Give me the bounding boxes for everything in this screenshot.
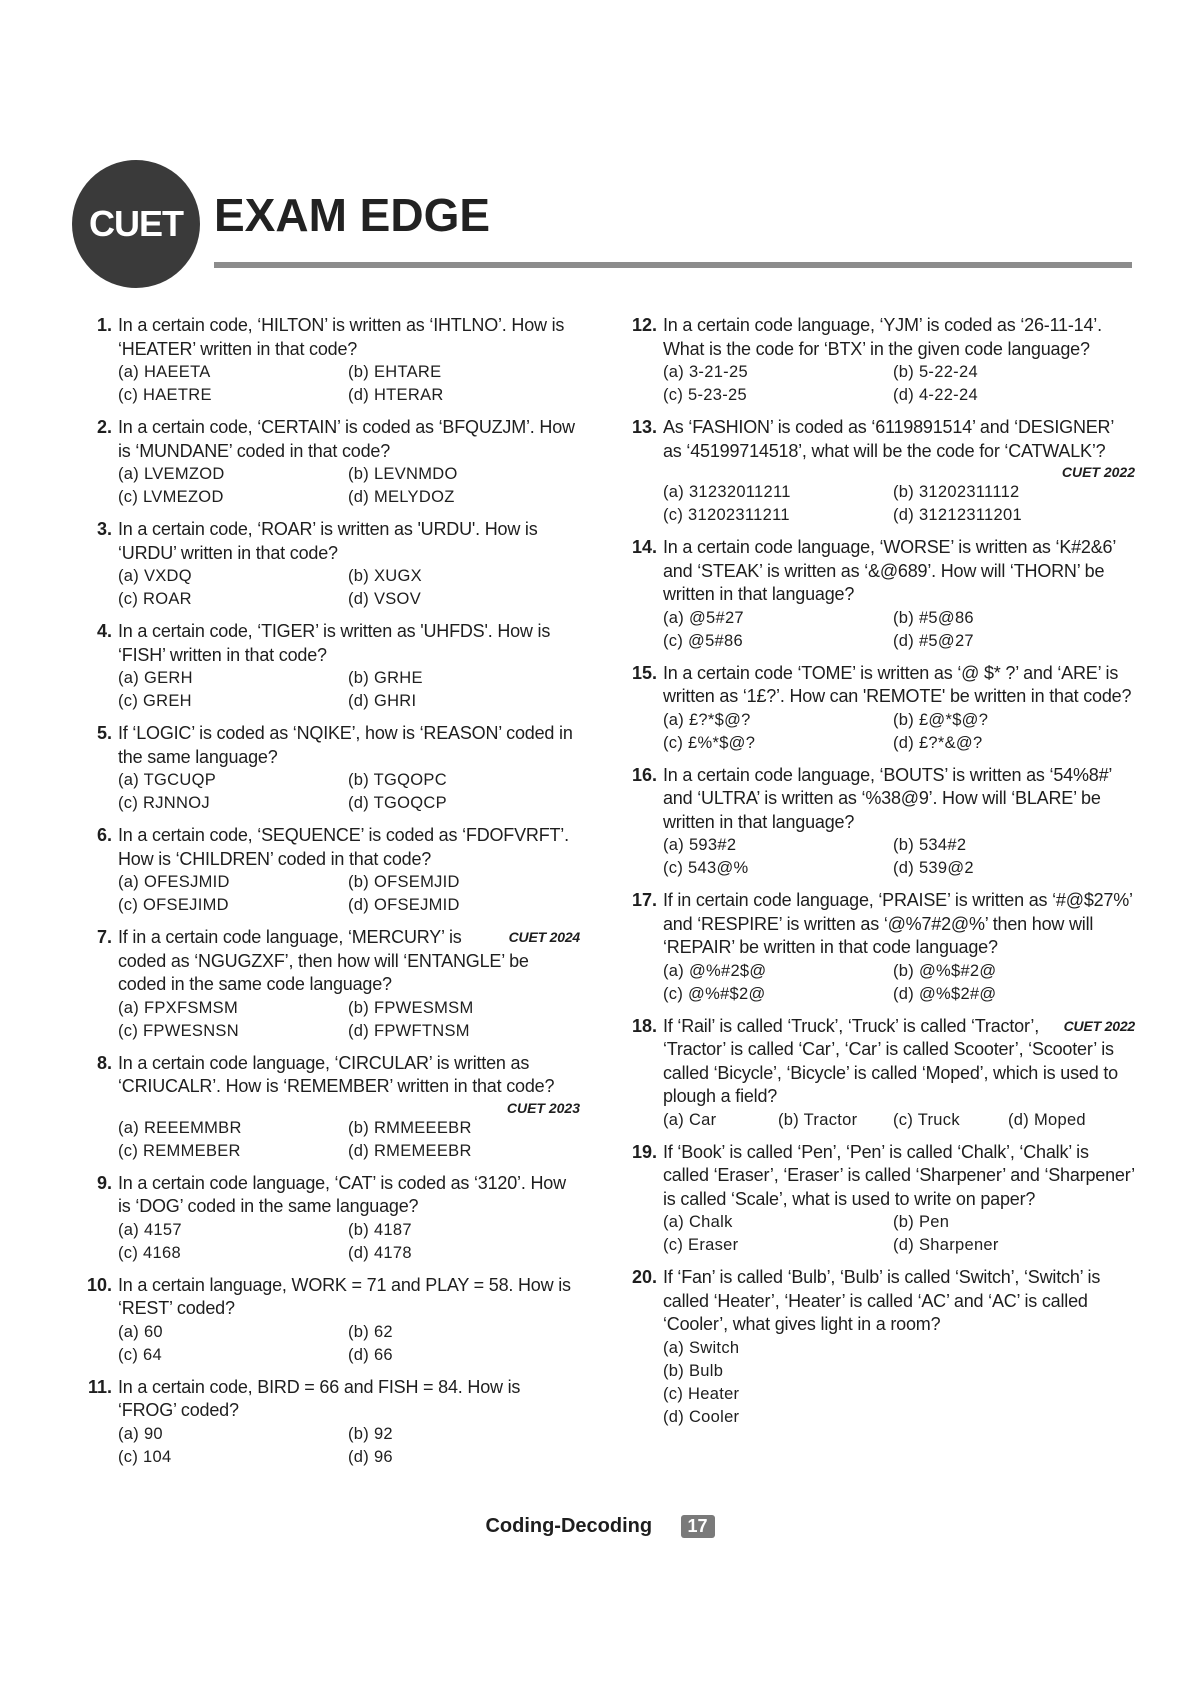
question-text: If in certain code language, ‘PRAISE’ is written as ‘#@$27%’ and ‘RESPIRE’ is written as ‘@%7#2@%’ then how will ‘REPAIR’ be written in that code language? [663,890,1133,957]
question-text: If in a certain code language, ‘MERCURY’ is coded as ‘NGUGZXF’, then how will ‘ENTANGLE’ be coded in the same code language? [118,927,529,994]
answer-option: (d) Sharpener [893,1236,999,1254]
question-text: In a certain code, BIRD = 66 and FISH = 84. How is ‘FROG’ coded? [118,1376,521,1420]
answer-option: (c) 104 [118,1447,172,1466]
question-text-block [118,1274,580,1321]
answer-option: (c) £%*$@? [663,733,756,752]
question-item [625,536,1135,653]
answer-option: (b) 534#2 [893,836,967,854]
right-column [625,314,1135,1438]
answer-option: (a) 3-21-25 [663,363,748,381]
answer-option: (a) Chalk [663,1213,733,1231]
question-text-block [118,1172,580,1219]
question-text-block [663,1266,1135,1337]
answer-option: (a) Switch [663,1338,740,1357]
question-number: 10. [86,1274,112,1295]
options-grid [663,960,1135,1006]
answer-option: (c) FPWESNSN [118,1021,239,1040]
exam-tag: CUET 2022 [1061,464,1135,480]
question-text-block [118,314,580,361]
answer-option: (c) 31202311211 [663,506,790,524]
answer-option: (b) RMMEEEBR [348,1118,472,1137]
question-text-block [118,722,580,769]
answer-option: (d) VSOV [348,590,422,608]
question-text: In a certain code language, ‘BOUTS’ is written as ‘54%8#’ and ‘ULTRA’ is written as ‘%38@9’. How will ‘BLARE’ be written in that language? [663,764,1112,832]
exam-tag: CUET 2024 [508,929,580,945]
answer-option: (c) REMMEBER [118,1141,241,1160]
question-item [80,824,580,917]
question-text: If ‘Book’ is called ‘Pen’, ‘Pen’ is called ‘Chalk’, ‘Chalk’ is called ‘Eraser’, ‘Eraser’ is called ‘Sharpener’ and ‘Sharpener’ is called ‘Scale’, what is used to write on paper? [663,1141,1135,1209]
question-text: In a certain code ‘TOME’ is written as ‘@ $* ?’ and ‘ARE’ is written as ‘1£?’. How can 'REMOTE' be written in that code? [663,662,1132,706]
exam-tag: CUET 2022 [1063,1017,1135,1034]
question-text: If ‘Fan’ is called ‘Bulb’, ‘Bulb’ is called ‘Switch’, ‘Switch’ is called ‘Heater’, ‘Heater’ is called ‘AC’ and ‘AC’ is called ‘Cooler’, what gives light in a room? [663,1267,1101,1334]
question-number: 13. [631,417,657,437]
answer-option: (c) GREH [118,692,192,710]
question-text: In a certain code, ‘HILTON’ is written as ‘IHTLNO’. How is ‘HEATER’ written in that code? [118,315,565,359]
options-grid [663,361,1135,407]
answer-option: (b) 5-22-24 [893,363,978,381]
question-text-block [663,1015,1135,1109]
question-text: In a certain code language, ‘WORSE’ is written as ‘K#2&6’ and ‘STEAK’ is written as ‘&@689’. How will ‘THORN’ be written in that language? [663,537,1116,604]
answer-option: (a) £?*$@? [663,710,751,729]
answer-option: (b) Tractor [778,1110,858,1129]
answer-option: (a) LVEMZOD [118,465,225,483]
answer-option: (a) GERH [118,669,193,687]
answer-option: (d) 539@2 [893,859,974,877]
options-grid [663,834,1135,880]
answer-option: (b) 31202311112 [893,483,1020,501]
answer-option: (c) LVMEZOD [118,488,224,506]
question-text-block [663,536,1135,607]
answer-option: (b) Bulb [663,1361,724,1380]
answer-option: (c) 543@% [663,859,749,877]
question-text: In a certain code, ‘TIGER’ is written as 'UHFDS'. How is ‘FISH’ written in that code? [118,621,551,665]
answer-option: (d) MELYDOZ [348,488,455,506]
answer-option: (d) OFSEJMID [348,896,460,914]
answer-option: (a) VXDQ [118,567,192,585]
question-item [80,1172,580,1265]
question-number: 15. [631,662,657,683]
question-number: 17. [631,890,657,910]
answer-option: (a) 4157 [118,1220,182,1239]
page-number: 17 [681,1515,715,1538]
answer-option: (d) RMEMEEBR [348,1141,472,1160]
question-text-block [663,314,1135,361]
question-text: If ‘LOGIC’ is coded as ‘NQIKE’, how is ‘REASON’ coded in the same language? [118,723,573,767]
header-divider [214,262,1132,268]
question-text: As ‘FASHION’ is coded as ‘6119891514’ and ‘DESIGNER’ as ‘45199714518’, what will be the code for ‘CATWALK’? [663,417,1114,461]
question-text: In a certain code language, ‘YJM’ is coded as ‘26-11-14’. What is the code for ‘BTX’ in the given code language? [663,315,1102,359]
question-number: 3. [96,519,112,539]
section-header [72,160,1132,290]
answer-option: (b) 92 [348,1424,393,1443]
question-text-block [663,416,1135,463]
question-item [625,889,1135,1006]
question-number: 16. [631,764,657,785]
answer-option: (d) Moped [1008,1110,1086,1129]
question-text-block [118,1376,580,1423]
cuet-badge: CUET [72,160,200,288]
answer-option: (c) HAETRE [118,386,212,404]
answer-option: (c) RJNNOJ [118,794,210,812]
answer-option: (a) @5#27 [663,608,744,627]
answer-option: (d) @%$2#@ [893,984,997,1003]
question-item [625,416,1135,527]
options-grid [118,1219,580,1265]
question-text: In a certain code language, ‘CIRCULAR’ is written as ‘CRIUCALR’. How is ‘REMEMBER’ written in that code? [118,1052,555,1096]
answer-option: (d) Cooler [663,1407,740,1426]
question-number: 8. [96,1052,112,1073]
options-grid [118,463,580,509]
answer-option: (b) FPWESMSM [348,998,474,1017]
question-text-block [118,1052,580,1099]
options-grid [118,769,580,815]
answer-option: (a) 90 [118,1424,163,1443]
answer-option: (a) HAEETA [118,363,211,381]
answer-option: (c) Eraser [663,1236,739,1254]
question-number: 6. [96,825,112,845]
question-item [625,1141,1135,1258]
answer-option: (a) TGCUQP [118,771,217,789]
answer-option: (b) Pen [893,1213,950,1231]
question-text-block [663,662,1135,709]
question-item [80,518,580,611]
question-item [625,764,1135,881]
question-text-block [118,824,580,871]
options-grid [663,1337,1135,1429]
options-grid [118,1423,580,1469]
question-number: 7. [96,927,112,947]
question-text: In a certain code, ‘ROAR’ is written as 'URDU'. How is ‘URDU’ written in that code? [118,519,538,563]
answer-option: (c) @%#$2@ [663,984,766,1003]
answer-option: (d) GHRI [348,692,417,710]
answer-option: (c) ROAR [118,590,192,608]
question-text: In a certain code language, ‘CAT’ is coded as ‘3120’. How is ‘DOG’ coded in the same language? [118,1172,566,1216]
answer-option: (a) 60 [118,1322,163,1341]
question-item [80,314,580,407]
options-grid [118,871,580,917]
options-grid [663,709,1135,755]
answer-option: (b) 4187 [348,1220,412,1239]
answer-option: (c) OFSEJIMD [118,896,229,914]
question-number: 14. [631,537,657,557]
page-footer [0,1515,1200,1538]
answer-option: (d) 66 [348,1345,393,1364]
question-number: 20. [631,1267,657,1287]
answer-option: (a) OFESJMID [118,873,230,891]
question-item [80,416,580,509]
question-item [80,1376,580,1469]
answer-option: (d) HTERAR [348,386,444,404]
options-grid [663,1109,1135,1132]
question-text-block [118,416,580,463]
answer-option: (d) 4-22-24 [893,386,978,404]
options-grid [663,1211,1135,1257]
answer-option: (a) Car [663,1110,717,1129]
question-text-block [118,620,580,667]
answer-option: (c) 5-23-25 [663,386,747,404]
answer-option: (c) Truck [893,1110,960,1129]
answer-option: (d) £?*&@? [893,733,983,752]
answer-option: (c) 4168 [118,1243,181,1262]
question-item [80,1052,580,1163]
left-column [80,314,580,1478]
question-text: If ‘Rail’ is called ‘Truck’, ‘Truck’ is called ‘Tractor’, ‘Tractor’ is called ‘Car’, ‘Car’ is called Scooter’, ‘Scooter’ is called ‘Bicycle’, ‘Bicycle’ is called ‘Moped’, which is used to plough a field? [663,1015,1118,1106]
question-item [80,620,580,713]
question-text-block [663,1141,1135,1212]
answer-option: (b) £@*$@? [893,710,989,729]
question-item [80,1274,580,1367]
options-grid [118,565,580,611]
answer-option: (d) 4178 [348,1243,412,1262]
answer-option: (c) Heater [663,1384,740,1403]
question-number: 5. [96,723,112,743]
options-grid [118,997,580,1043]
answer-option: (c) 64 [118,1345,162,1364]
question-number: 4. [96,621,112,641]
question-text-block [663,764,1135,835]
answer-option: (b) OFSEMJID [348,873,460,891]
question-number: 11. [87,1376,112,1397]
answer-option: (d) 96 [348,1447,393,1466]
question-text-block [118,926,580,997]
question-item [625,662,1135,755]
question-number: 12. [631,315,657,335]
question-text-block [663,889,1135,960]
answer-option: (b) GRHE [348,669,423,687]
section-title: EXAM EDGE [214,189,491,241]
question-item [625,314,1135,407]
question-item [80,722,580,815]
question-number: 9. [96,1172,112,1193]
answer-option: (b) XUGX [348,567,422,585]
question-text: In a certain code, ‘SEQUENCE’ is coded as ‘FDOFVRFT’. How is ‘CHILDREN’ coded in that code? [118,825,569,869]
answer-option: (b) 62 [348,1322,393,1341]
options-grid [118,361,580,407]
answer-option: (b) EHTARE [348,363,442,381]
question-text: In a certain language, WORK = 71 and PLAY = 58. How is ‘REST’ coded? [118,1274,571,1318]
question-item [625,1266,1135,1429]
answer-option: (a) FPXFSMSM [118,998,239,1017]
options-grid [663,481,1135,527]
question-number: 18. [631,1015,657,1036]
answer-option: (d) #5@27 [893,631,974,650]
answer-option: (a) REEEMMBR [118,1118,242,1137]
options-grid [118,1117,580,1163]
options-grid [663,607,1135,653]
question-number: 19. [631,1141,657,1162]
question-text-block [118,518,580,565]
exam-tag: CUET 2023 [506,1099,580,1116]
answer-option: (b) LEVNMDO [348,465,458,483]
answer-option: (b) TGQOPC [348,771,447,789]
answer-option: (a) 593#2 [663,836,737,854]
answer-option: (a) 31232011211 [663,483,791,501]
answer-option: (b) #5@86 [893,608,974,627]
question-item [625,1015,1135,1132]
question-item [80,926,580,1043]
answer-option: (c) @5#86 [663,631,743,650]
question-text: In a certain code, ‘CERTAIN’ is coded as ‘BFQUZJM’. How is ‘MUNDANE’ coded in that code? [118,417,575,461]
answer-option: (a) @%#2$@ [663,961,767,980]
answer-option: (d) FPWFTNSM [348,1021,470,1040]
question-number: 1. [96,315,112,335]
answer-option: (d) TGOQCP [348,794,447,812]
answer-option: (d) 31212311201 [893,506,1022,524]
question-number: 2. [96,417,112,437]
options-grid [118,667,580,713]
options-grid [118,1321,580,1367]
answer-option: (b) @%$#2@ [893,961,997,980]
chapter-name: Coding-Decoding [485,1515,653,1537]
